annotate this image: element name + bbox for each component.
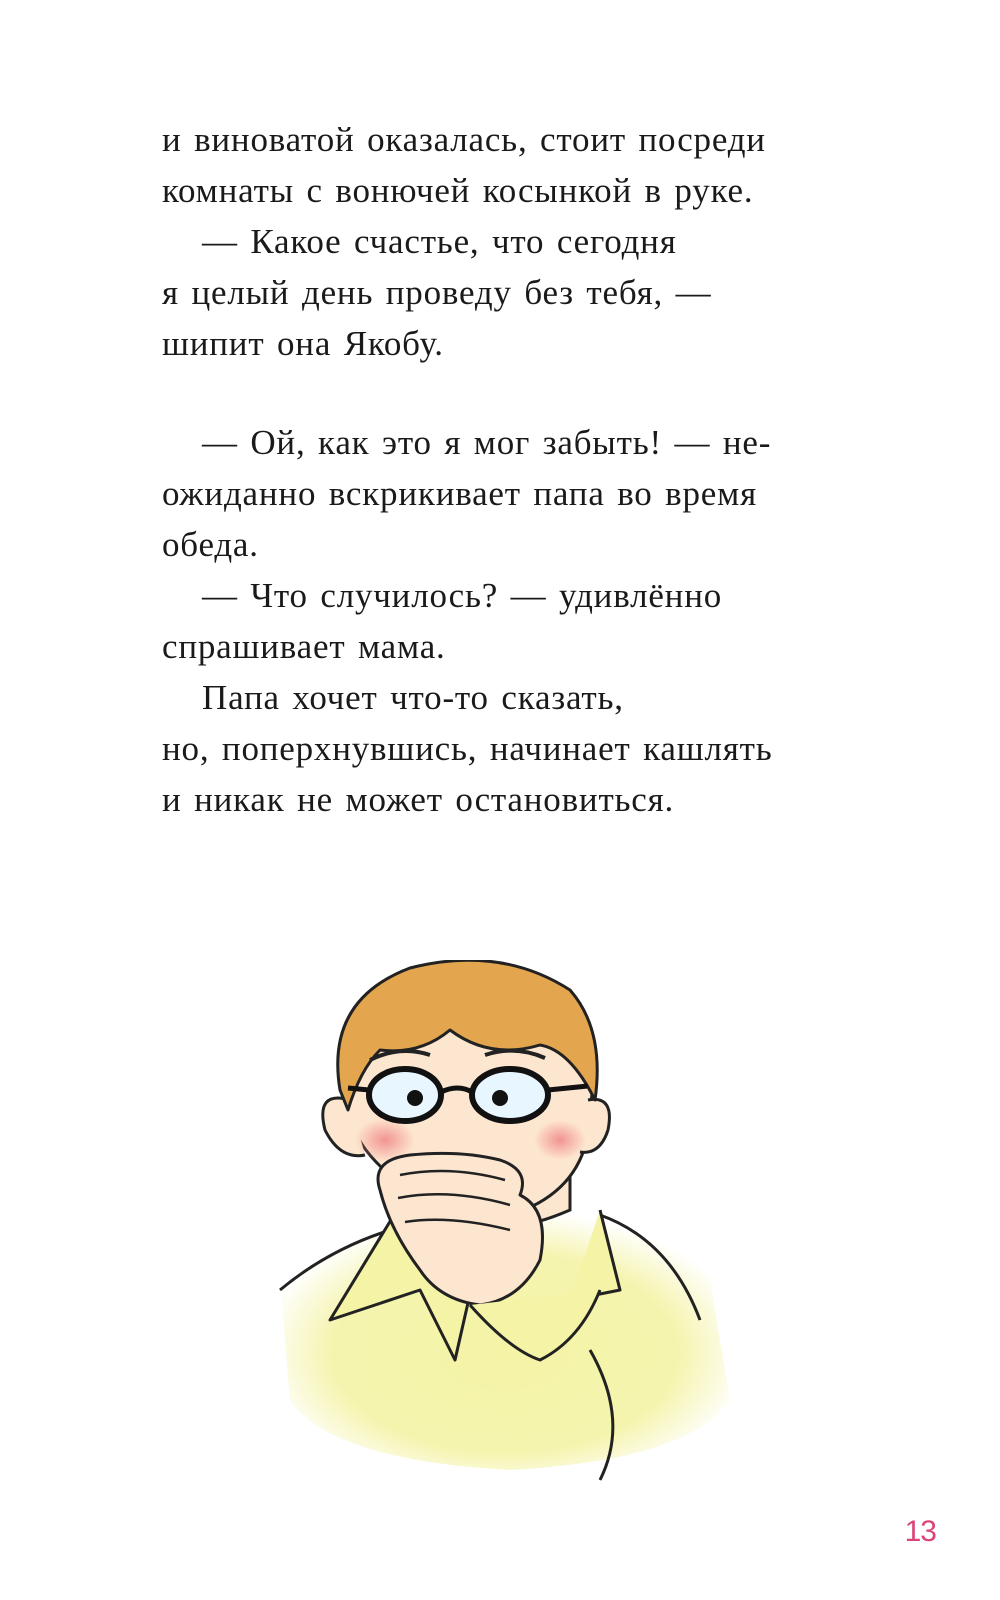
text-line: я целый день проведу без тебя, — xyxy=(162,273,712,312)
text-line: но, поперхнувшись, начинает кашлять xyxy=(162,729,773,768)
text-line: — Что случилось? — удивлённо xyxy=(202,576,723,615)
dad-coughing-illustration xyxy=(270,960,750,1500)
text-block-top xyxy=(162,114,862,369)
text-line: и виноватой оказалась, стоит посреди xyxy=(162,120,766,159)
text-line: Папа хочет что-то сказать, xyxy=(202,678,624,717)
text-block-bottom xyxy=(162,417,862,825)
text-line: ожиданно вскрикивает папа во время xyxy=(162,474,757,513)
text-line: шипит она Якобу. xyxy=(162,324,444,363)
text-line: — Ой, как это я мог забыть! — не- xyxy=(202,423,772,462)
text-line: спрашивает мама. xyxy=(162,627,446,666)
text-line: — Какое счастье, что сегодня xyxy=(202,222,677,261)
text-line: обеда. xyxy=(162,525,259,564)
page-number: 13 xyxy=(904,1515,936,1548)
text-line: комнаты с вонючей косынкой в руке. xyxy=(162,171,754,210)
text-line: и никак не может остановиться. xyxy=(162,780,675,819)
